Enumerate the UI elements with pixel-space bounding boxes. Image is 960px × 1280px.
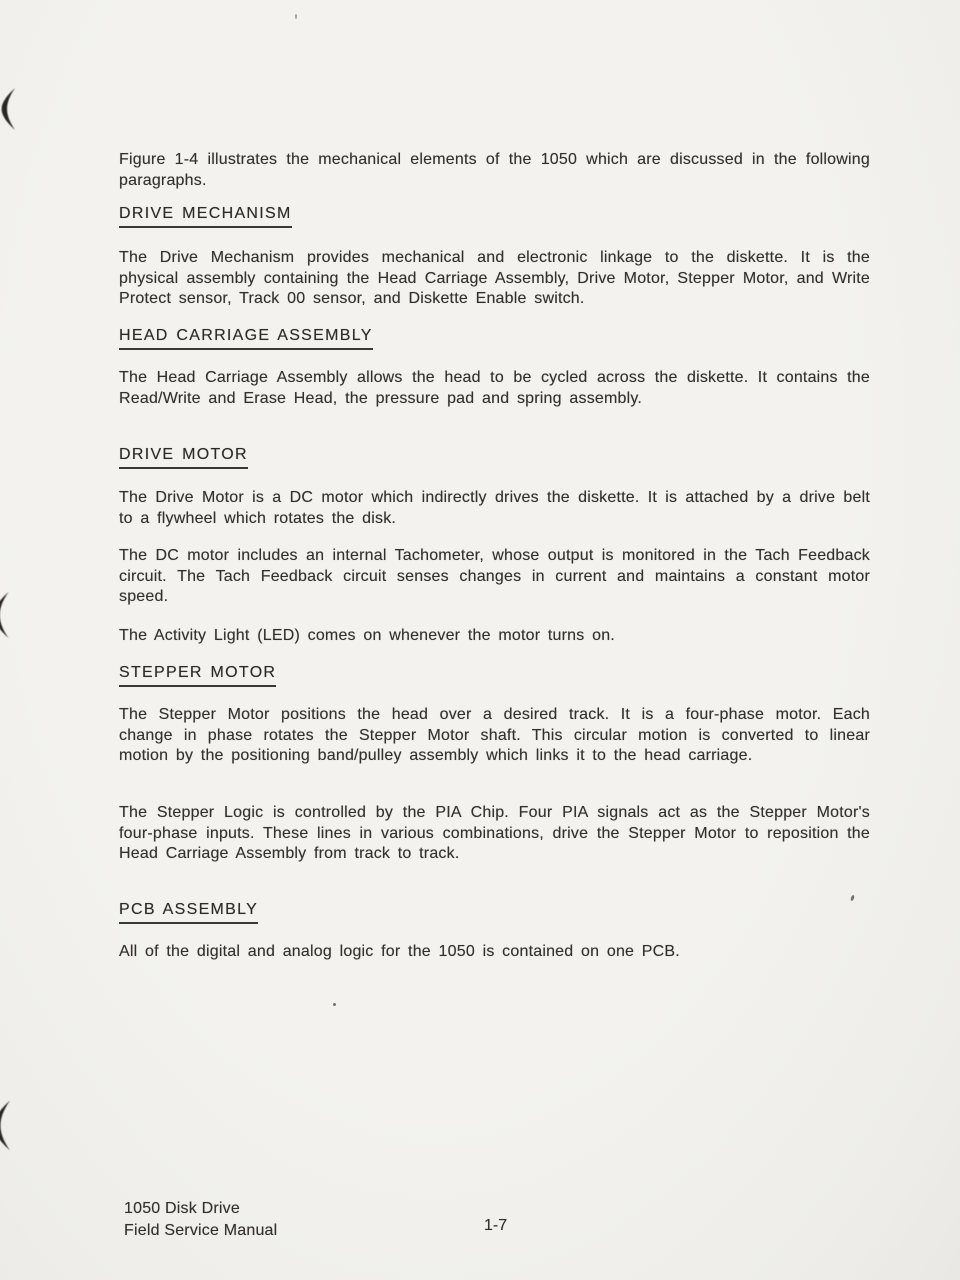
section-heading-pcb-assembly (119, 901, 870, 924)
heading-text: HEAD CARRIAGE ASSEMBLY (119, 327, 373, 350)
head-carriage-paragraph: The Head Carriage Assembly allows the head to be cycled across the diskette. It contains the Read/Write and Erase Head, the pressure pad and spring assembly. (119, 369, 870, 407)
footer-line1: 1050 Disk Drive (124, 1200, 240, 1217)
section-heading-stepper-motor (119, 664, 870, 687)
section-heading-drive-motor (119, 446, 870, 469)
section-heading-drive-mechanism (119, 205, 870, 228)
drive-motor-paragraph-2: The DC motor includes an internal Tachometer, whose output is monitored in the Tach Feedback circuit. The Tach Feedback circuit senses changes in current and maintains a constant motor speed. (119, 547, 870, 605)
footer-manual-title (124, 1198, 277, 1241)
stepper-motor-paragraph-1: The Stepper Motor positions the head over a desired track. It is a four-phase motor. Each change in phase rotates the Stepper Motor shaft. This circular motion is converted to linear motion by the positioning band/pulley assembly which links it to the head carriage. (119, 706, 870, 764)
binder-hole-shadow-bottom (0, 1098, 14, 1153)
stepper-motor-paragraph-2: The Stepper Logic is controlled by the PIA Chip. Four PIA signals act as the Stepper Motor's four-phase inputs. These lines in various combinations, drive the Stepper Motor to reposition the Head Carriage Assembly from track to track. (119, 804, 870, 862)
drive-mechanism-paragraph: The Drive Mechanism provides mechanical and electronic linkage to the diskette. It is the physical assembly containing the Head Carriage Assembly, Drive Motor, Stepper Motor, and Write Protect sensor, Track 00 sensor, and Diskette Enable switch. (119, 249, 870, 307)
drive-motor-paragraph-3: The Activity Light (LED) comes on whenever the motor turns on. (119, 627, 615, 644)
heading-text: STEPPER MOTOR (119, 664, 276, 687)
heading-text: DRIVE MECHANISM (119, 205, 292, 228)
footer-line2: Field Service Manual (124, 1221, 278, 1239)
heading-text: DRIVE MOTOR (119, 446, 248, 469)
drive-motor-paragraph-1: The Drive Motor is a DC motor which indirectly drives the diskette. It is attached by a drive belt to a flywheel which rotates the disk. (119, 489, 870, 527)
scan-speck (295, 14, 297, 19)
binder-hole-shadow-middle (0, 592, 13, 638)
heading-text: PCB ASSEMBLY (119, 901, 258, 924)
pcb-assembly-paragraph: All of the digital and analog logic for the 1050 is contained on one PCB. (119, 943, 680, 960)
page-number: 1-7 (484, 1217, 508, 1234)
intro-paragraph: Figure 1-4 illustrates the mechanical elements of the 1050 which are discussed in the following paragraphs. (119, 151, 870, 189)
binder-hole-shadow-top (0, 88, 20, 130)
section-heading-head-carriage-assembly (119, 327, 870, 350)
scan-speck (333, 1003, 336, 1006)
